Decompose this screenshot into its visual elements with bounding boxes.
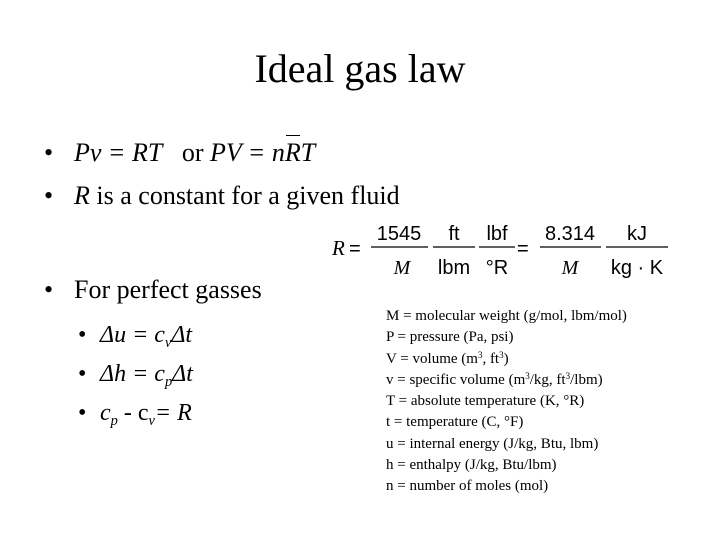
universal-gas-constant-symbol: R [284,138,301,167]
legend-temperature: t = temperature (C, °F) [386,414,524,431]
gas-constant-description: is a constant for a given fluid [96,181,400,210]
slide-title: Ideal gas law [254,46,466,91]
sub-bullet-internal-energy [78,320,192,350]
sub-bullet-enthalpy [78,359,193,389]
formula-den-m-1: M [393,257,411,279]
or-text: or [181,138,204,167]
minus-cv: - c [123,400,149,426]
dh-lhs: Δh = c [100,361,165,387]
sub-bullet-mayer-relation [78,398,192,428]
legend-moles: n = number of moles (mol) [386,478,549,495]
variable-legend [386,306,627,498]
formula-num-kj: kJ [627,223,647,245]
formula-den-lbm: lbm [437,257,471,279]
bullet-marker: • [78,322,87,348]
formula-den-degr: °R [485,257,509,279]
dh-rhs: Δt [172,361,193,387]
cp-subscript: p [110,413,118,430]
equals-r: = R [154,400,192,426]
gas-constant-formula [332,218,672,280]
bullet-gas-constant [44,180,400,212]
perfect-gasses-text: For perfect gasses [74,275,262,304]
legend-molecular-weight: M = molecular weight (g/mol, lbm/mol) [386,308,627,324]
cp-subscript: p [164,374,173,391]
bullet-marker: • [78,361,87,387]
cv-subscript: v [164,335,172,352]
legend-absolute-temperature: T = absolute temperature (K, °R) [386,393,585,410]
cv-subscript: v [148,413,155,430]
formula-num-lbf: lbf [486,223,508,245]
formula-equals-2: = [517,238,529,260]
gas-constant-symbol: R [74,181,90,210]
bullet-marker: • [44,138,54,167]
bullet-perfect-gasses [44,274,262,306]
bullet-marker: • [44,275,54,304]
bullet-marker: • [78,400,87,426]
equation-molar-temperature: T [300,138,316,167]
du-lhs: Δu = c [100,322,165,348]
legend-volume: V = volume ($m^3$, $ft^3$) [386,349,509,367]
formula-equals-1: = [349,238,361,260]
bullet-marker: • [44,181,54,210]
formula-num-1545: 1545 [376,223,422,245]
equation-molar-lhs: PV = n [209,138,285,167]
legend-specific-volume: v = specific volume ($m^3/kg$, $ft^3/lbm$) [386,370,603,388]
formula-lhs-r: R [332,236,345,260]
formula-den-m-2: M [561,257,579,279]
equation-specific: Pv = RT [74,138,163,167]
formula-den-kgk: kg · K [610,257,664,279]
legend-pressure: P = pressure (Pa, psi) [386,329,514,346]
formula-num-ft: ft [448,223,460,245]
formula-num-8314: 8.314 [544,223,596,245]
legend-internal-energy: u = internal energy (J/kg, Btu, lbm) [386,435,599,452]
bullet-ideal-gas-equation [44,137,315,169]
du-rhs: Δt [171,322,193,348]
cp-symbol: c [100,400,111,426]
legend-enthalpy: h = enthalpy (J/kg, Btu/lbm) [386,457,557,474]
